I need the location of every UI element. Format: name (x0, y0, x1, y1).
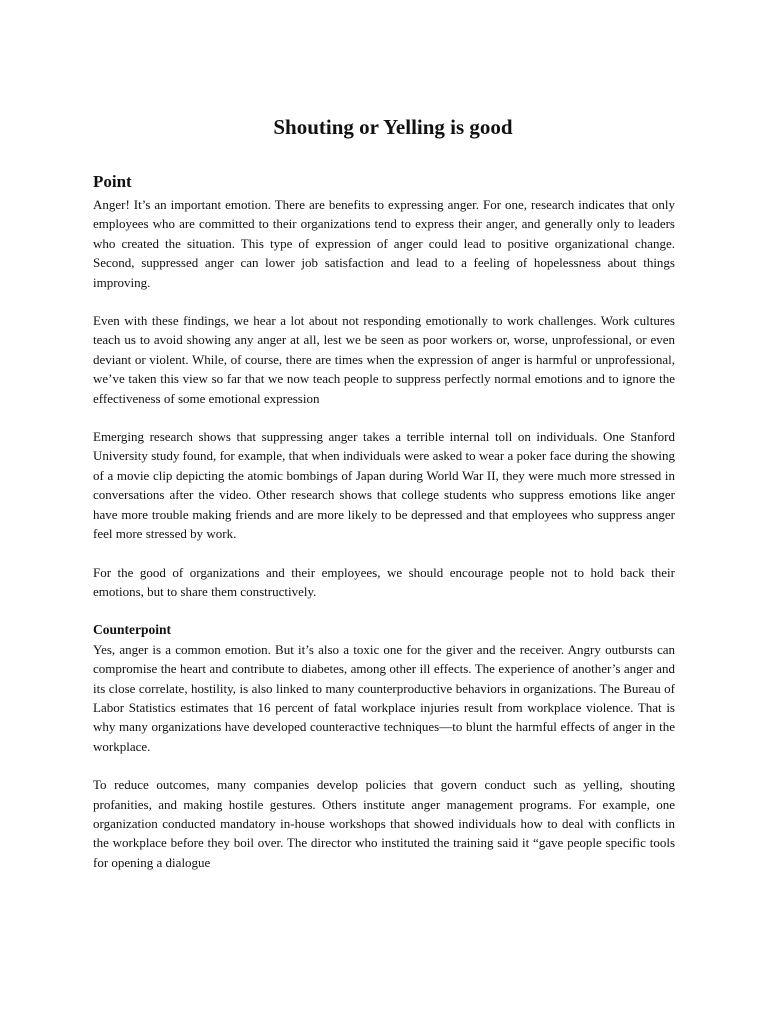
document-title: Shouting or Yelling is good (273, 115, 513, 139)
counterpoint-paragraph-2: To reduce outcomes, many companies develop policies that govern conduct such as yelling, shouting profanities, and making hostile gestures. Others institute anger management programs. For example, one organization conducted mandatory in-house workshops that showed individuals how to deal with conflicts in the workplace before they boil over. The director who instituted the training said it “gave people specific tools for opening a dialogue (93, 777, 675, 870)
point-paragraph-1: Anger! It’s an important emotion. There are benefits to expressing anger. For one, research indicates that only employees who are committed to their organizations tend to express their anger, and generally only to leaders who created the situation. This type of expression of anger could lead to positive organizational change. Second, suppressed anger can lower job satisfaction and lead to a feeling of hopelessness about things improving. (93, 197, 675, 290)
point-heading: Point (93, 172, 132, 191)
counterpoint-paragraph-1: Yes, anger is a common emotion. But it’s also a toxic one for the giver and the receiver. Angry outbursts can compromise the heart and contribute to diabetes, among other ill effects. The experience of another’s anger and its close correlate, hostility, is also linked to many counterproductive behaviors in organizations. The Bureau of Labor Statistics estimates that 16 percent of fatal workplace injuries result from workplace violence. That is why many organizations have developed counteractive techniques—to blunt the harmful effects of anger in the workplace. (93, 641, 675, 754)
point-paragraph-4: For the good of organizations and their employees, we should encourage people not to hold back their emotions, but to share them constructively. (93, 564, 675, 599)
point-paragraph-2: Even with these findings, we hear a lot about not responding emotionally to work challenges. Work cultures teach us to avoid showing any anger at all, lest we be seen as poor workers or, worse, unprofessional, or even deviant or violent. While, of course, there are times when the expression of anger is harmful or unprofessional, we’ve taken this view so far that we now teach people to suppress perfectly normal emotions and to ignore the effectiveness of some emotional expression (93, 313, 675, 406)
document-body (93, 195, 675, 872)
point-paragraph-3: Emerging research shows that suppressing anger takes a terrible internal toll on individuals. One Stanford University study found, for example, that when individuals were asked to wear a poker face during the showing of a movie clip depicting the atomic bombings of Japan during World War II, they were much more stressed in conversations after the video. Other research shows that college students who suppress emotions like anger have more trouble making friends and are more likely to be depressed and that employees who suppress anger feel more stressed by work. (93, 429, 675, 542)
counterpoint-heading: Counterpoint (93, 622, 172, 638)
